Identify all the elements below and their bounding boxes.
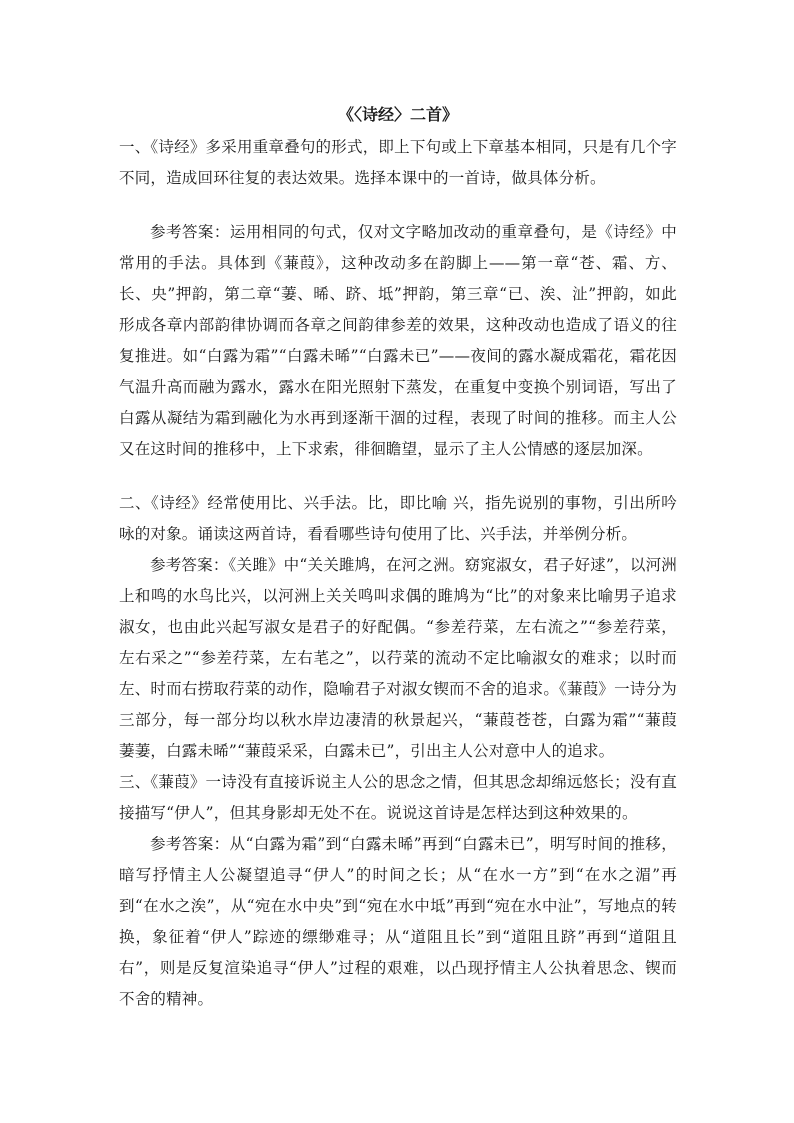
question-2: 二、《诗经》经常使用比、兴手法。比，即比喻 兴，指先说别的事物，引出所吟咏的对象。诵读这两首诗，看看哪些诗句使用了比、兴手法，并举例分析。 [119, 494, 677, 543]
answer-1: 参考答案：运用相同的句式，仅对文字略加改动的重章叠句，是《诗经》中常用的手法。具体到《蒹葭》，这种改动多在韵脚上——第一章“苍、霜、方、长、央”押韵，第二章“萋、晞、跻、坻”押韵，第三章“已、涘、沚”押韵，如此形成各章内部韵律协调而各章之间韵律参差的效果，这种改动也造成了语义的往复推进。如“白露为霜”“白露未晞”“白露未已”——夜间的露水凝成霜花，霜花因气温升高而融为露水，露水在阳光照射下蒸发，在重复中变换个别词语，写出了白露从凝结为霜到融化为水再到逐渐干涸的过程，表现了时间的推移。而主人公又在这时间的推移中，上下求索，徘徊瞻望，显示了主人公情感的逐层加深。 [119, 223, 677, 458]
document-title: 《〈诗经〉二首》 [337, 105, 458, 124]
answer-2: 参考答案：《关雎》中“关关雎鸠，在河之洲。窈窕淑女，君子好逑”，以河洲上和鸣的水鸟比兴，以河洲上关关鸣叫求偶的雎鸠为“比”的对象来比喻男子追求淑女，也由此兴起写淑女是君子的好配偶。“参差荇菜，左右流之”“参差荇菜，左右采之”“参差荇菜，左右芼之”，以荇菜的流动不定比喻淑女的难求；以时而左、时而右捞取荇菜的动作，隐喻君子对淑女锲而不舍的追求。《蒹葭》一诗分为三部分，每一部分均以秋水岸边凄清的秋景起兴，“蒹葭苍苍，白露为霜”“蒹葭萋萋，白露未晞”“蒹葭采采，白露未已”，引出主人公对意中人的追求。 [119, 556, 677, 760]
answer-3: 参考答案：从“白露为霜”到“白露未晞”再到“白露未已”，明写时间的推移，暗写抒情主人公凝望追寻“伊人”的时间之长；从“在水一方”到“在水之湄”再到“在水之涘”，从“宛在水中央”到“宛在水中坻”再到“宛在水中沚”，写地点的转换，象征着“伊人”踪迹的缥缈难寻；从“道阻且长”到“道阻且跻”再到“道阻且右”，则是反复渲染追寻“伊人”过程的艰难，以凸现抒情主人公执着思念、锲而不舍的精神。 [119, 835, 677, 1008]
question-1: 一、《诗经》多采用重章叠句的形式，即上下句或上下章基本相同，只是有几个字不同，造成回环往复的表达效果。选择本课中的一首诗，做具体分析。 [119, 138, 677, 187]
spacer [119, 465, 677, 488]
question-3: 三、《蒹葭》一诗没有直接诉说主人公的思念之情，但其思念却绵远悠长；没有直接描写“伊人”，但其身影却无处不在。说说这首诗是怎样达到这种效果的。 [119, 773, 677, 822]
document-body [119, 98, 677, 1015]
spacer [119, 194, 677, 217]
